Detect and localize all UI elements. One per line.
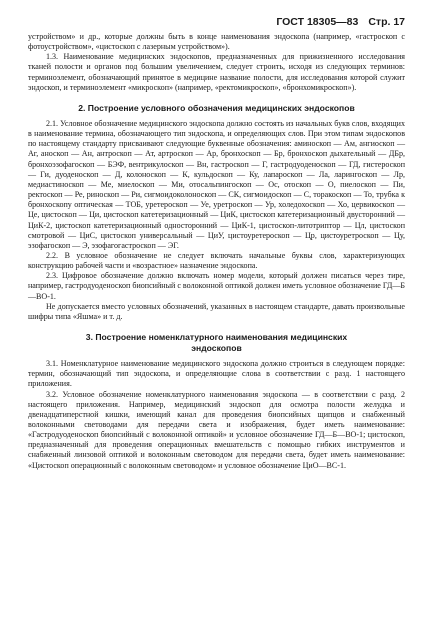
paragraph-1-3: 1.3. Наименование медицинских эндоскопов, предназначенных для прижизненного исследования тканей полости и органов под большим увеличением, следует строить, исходя из следующих терминов: терминоэлемент, обозначающий принятое в медицине название полости, для исследования которой служит эндоскоп, и терминоэлемент «микроскоп» (например, «ректомикроскоп», «бронхомикроскоп»). (28, 52, 405, 92)
paragraph-2-3: 2.3. Цифровое обозначение должно включать номер модели, который должен писаться через тире, например, гастродуоденоскоп биопсийный с волоконной оптикой должен иметь условное обозначение ГД—Б—ВО-1. (28, 271, 405, 301)
intro-continuation: устройством» и др., которые должны быть в конце наименования эндоскопа (например, «гастроскоп с фотоустройством», «цистоскоп с лазерным устройством»). (28, 32, 405, 52)
paragraph-2-2: 2.2. В условное обозначение не следует включать начальные буквы слов, характеризующих конструкцию рабочей части и «возрастное» назначение эндоскопа. (28, 250, 405, 271)
standard-number: ГОСТ 18305—83 (276, 16, 359, 28)
section-2-title: 2. Построение условного обозначения медицинских эндоскопов (78, 102, 355, 113)
section-3-title-line-1: 3. Построение номенклатурного наименования медицинских (85, 332, 348, 343)
page-header (28, 16, 405, 32)
page-number: Стр. 17 (368, 16, 405, 28)
section-3-title-line-2: эндоскопов (191, 343, 242, 354)
paragraph-2-1: 2.1. Условное обозначение медицинского эндоскопа должно состоять из начальных букв слов, входящих в наименование термина, обозначающего тип эндоскопа, и определяющих слов. При этом типам эндоскопов по настоящему стандарту присваивают следующие буквенные обозначения: аминоскоп — Ам, ангиоскоп — Аг, аноскоп — Ан, антроскоп — Ат, артроскоп — Ар, бронхоскоп — Бр, бронхоскоп дыхательный — ДБр, бронхоэзофагоскоп — БЭФ, вентрикулоскоп — Вн, гастроскоп — Г, гастродуоденоскоп — ГД, гистероскоп — Ги, дуоденоскоп — Д, колоноскоп — К, кульдоскоп — Ку, лапароскоп — Ла, ларингоскоп — Лр, медиастиноскоп — Ме, миелоскоп — Ми, отосальпингоскоп — Ос, отоскоп — О, пиелоскоп — Пи, ректоскоп — Ре, риноскоп — Ри, сигмоидоколоноскоп — СК, сигмоидоскоп — С, торакоскоп — То, трубка к бронхоскопу оптическая — ТОБ, уретероскоп — Уе, уретроскоп — Ур, холедохоскоп — Хо, цервикоскоп — Це, цистоскоп — Ци, цистоскоп катетеризационный — ЦиК, цистоскоп катетеризационный двусторонний — ЦиК-2, цистоскоп катетеризационный односторонний — ЦиК-1, цистоскоп-литотриптор — Цл, цистоскоп смотровой — ЦиС, цистоскоп универсальный — ЦиУ, цистоуретероскоп — Цр, цистоуретроскоп — Цу, эзофагоскоп — Э, эзофагогастроскоп — ЭГ. (28, 118, 405, 250)
paragraph-3-2: 3.2. Условное обозначение номенклатурного наименования эндоскопа — в соответствии с разд. 2 настоящего приложения. Например, медицинский эндоскоп для осмотра полости желудка и двенадцатиперстной кишки, имеющий канал для проведения биопсийных щипцов и снабженный волоконными световодами для передачи света и изображения, будет иметь наименование: «Гастродуоденоскоп биопсийный с волоконной оптикой» и условное обозначение ГД—Б—ВО-1; цистоскоп, предназначенный для проведения операционных вмешательств с помощью гибких инструментов и снабженный линзовой оптикой и волоконным световодом для передачи света, будет иметь наименование: «Цистоскоп операционный с волоконным световодом» и условное обозначение ЦиО—ВС-1. (28, 389, 405, 470)
paragraph-3-1: 3.1. Номенклатурное наименование медицинского эндоскопа должно строиться в следующем порядке: термин, обозначающий тип эндоскопа, и определяющие слова в соответствии с разд. 1 настоящего приложения. (28, 359, 405, 389)
paragraph-2-3-note: Не допускается вместо условных обозначений, указанных в настоящем стандарте, давать произвольные шифры типа «Яшма» и т. д. (28, 301, 405, 321)
